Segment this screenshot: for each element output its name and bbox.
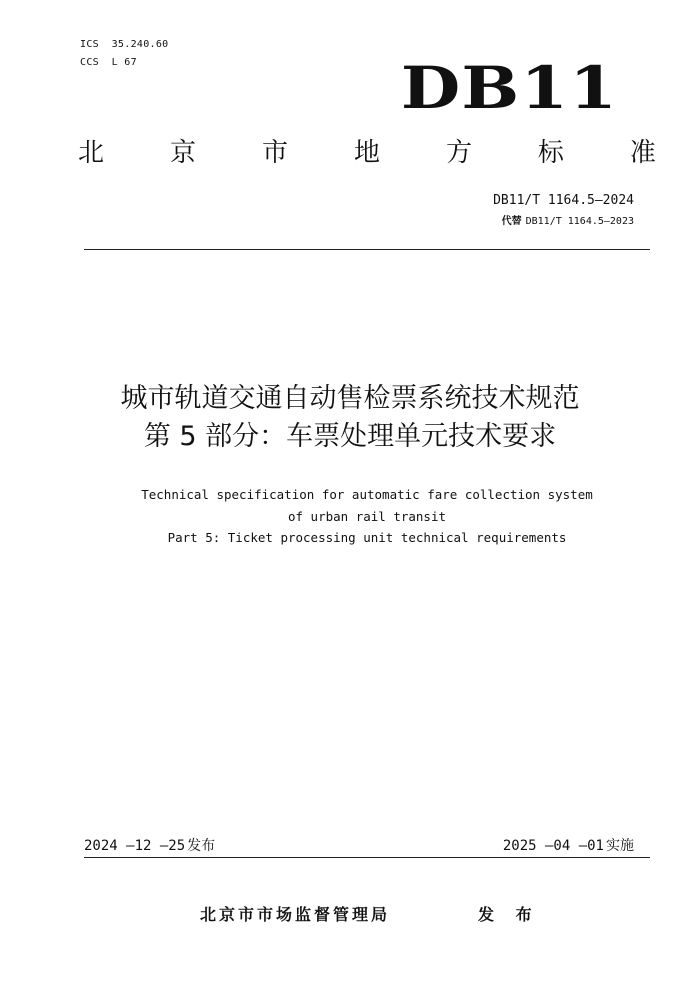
standard-kind-char: 准 — [629, 138, 656, 168]
db11-logo: DB11 — [400, 54, 618, 122]
replaces-line — [502, 214, 634, 230]
replaces-label: 代替 — [501, 216, 522, 227]
english-title-line-2: of urban rail transit — [287, 508, 447, 524]
classification-codes — [80, 36, 169, 72]
issue-suffix: 发布 — [187, 838, 216, 854]
english-title-line-1: Technical specification for automatic fare collection system — [141, 487, 593, 502]
ccs-code: CCS L 67 — [80, 57, 137, 68]
standard-kind-char: 标 — [537, 138, 564, 168]
standard-kind-heading — [78, 136, 656, 170]
english-title-line-3: Part 5: Ticket processing unit technical requirements — [167, 530, 567, 545]
effective-date: 2025 —04 —01 — [502, 838, 604, 854]
effective-date-line — [503, 836, 634, 856]
effective-suffix: 实施 — [606, 838, 634, 854]
footer-divider — [84, 857, 650, 858]
ics-code: ICS 35.240.60 — [80, 39, 169, 50]
standard-kind-char: 京 — [169, 138, 196, 168]
replaces-number: DB11/T 1164.5—2023 — [525, 216, 634, 227]
publisher-name: 北京市市场监督管理局 — [200, 905, 391, 924]
english-title — [0, 484, 700, 549]
chinese-title — [0, 380, 700, 456]
chinese-title-line-2: 第 5 部分：车票处理单元技术要求 — [143, 421, 557, 452]
standard-kind-char: 北 — [78, 138, 105, 168]
standard-kind-char: 市 — [261, 138, 288, 168]
publish-word: 发 布 — [478, 905, 540, 924]
standard-kind-char: 地 — [353, 138, 380, 168]
standard-number: DB11/T 1164.5—2024 — [493, 193, 634, 208]
issue-date-line — [84, 836, 215, 856]
standard-kind-char: 方 — [445, 138, 472, 168]
chinese-title-line-1: 城市轨道交通自动售检票系统技术规范 — [120, 383, 580, 414]
issue-date: 2024 —12 —25 — [84, 838, 186, 854]
header-divider — [84, 249, 650, 250]
